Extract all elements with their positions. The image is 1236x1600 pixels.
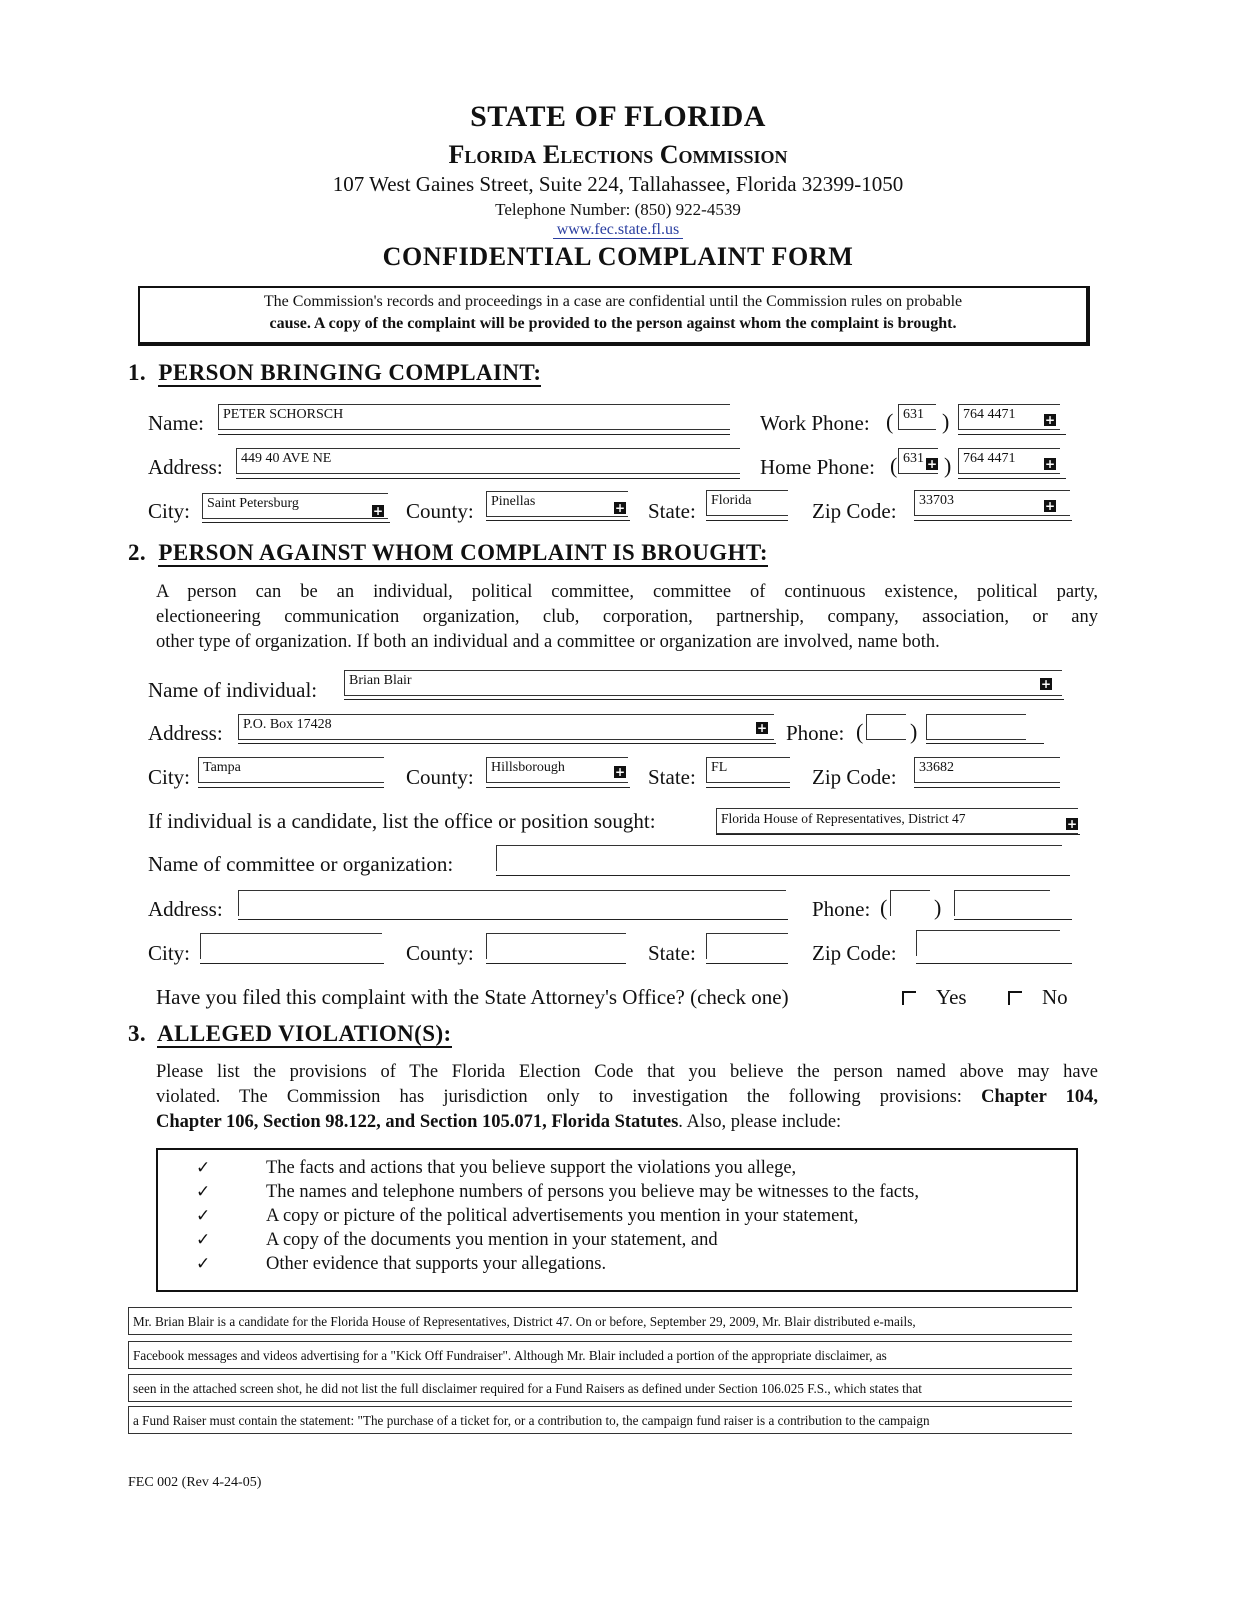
yes-label: Yes xyxy=(936,985,967,1009)
home-phone-close-paren: ) xyxy=(944,453,952,478)
checkmark-icon: ✓ xyxy=(196,1254,211,1274)
checkmark-icon: ✓ xyxy=(196,1182,211,1202)
respondent-city-field[interactable]: Tampa xyxy=(198,757,384,783)
commission-heading: Florida Elections Commission xyxy=(448,140,788,169)
work-phone-underline xyxy=(958,434,1066,435)
respondent-address-label: Address: xyxy=(148,721,223,745)
plus-icon[interactable]: + xyxy=(1040,677,1052,691)
committee-state-field[interactable] xyxy=(706,933,788,959)
confidentiality-notice xyxy=(138,286,1090,346)
complainant-state-field[interactable]: Florida xyxy=(706,490,788,516)
commission-address: 107 West Gaines Street, Suite 224, Tallahassee, Florida 32399-1050 xyxy=(332,172,904,196)
committee-state-label: State: xyxy=(648,941,696,965)
section-2-desc-line-3: other type of organization. If both an individual and a committee or organization are involved, name both. xyxy=(156,632,940,652)
committee-county-underline xyxy=(486,963,626,964)
complainant-city-label: City: xyxy=(148,499,191,523)
section-3-intro-line-3: Chapter 106, Section 98.122, and Section 105.071, Florida Statutes. Also, please include: xyxy=(156,1112,842,1132)
work-phone-label: Work Phone: xyxy=(760,411,870,435)
respondent-name-label: Name of individual: xyxy=(148,678,318,702)
respondent-state-underline xyxy=(706,787,790,788)
respondent-county-underline xyxy=(486,787,630,788)
home-phone-number-field[interactable]: 764 4471 xyxy=(958,448,1060,474)
notice-line-2: cause. A copy of the complaint will be provided to the person against whom the complaint is brought. xyxy=(269,315,957,332)
office-sought-label: If individual is a candidate, list the office or position sought: xyxy=(148,809,656,833)
commission-telephone: Telephone Number: (850) 922-4539 xyxy=(495,200,741,219)
section-2-heading: 2. PERSON AGAINST WHOM COMPLAINT IS BROUGHT: xyxy=(128,540,768,565)
committee-address-field[interactable] xyxy=(238,890,786,916)
no-checkbox[interactable] xyxy=(1008,991,1022,1005)
plus-icon[interactable]: + xyxy=(372,504,384,518)
committee-city-label: City: xyxy=(148,941,191,965)
no-label: No xyxy=(1042,985,1068,1009)
complainant-county-field[interactable]: Pinellas xyxy=(486,491,628,517)
checkmark-icon: ✓ xyxy=(196,1230,211,1250)
complainant-state-underline xyxy=(706,520,788,521)
checkmark-icon: ✓ xyxy=(196,1158,211,1178)
state-attorney-question: Have you filed this complaint with the State Attorney's Office? (check one) xyxy=(156,985,789,1009)
commission-website[interactable] xyxy=(0,221,1236,239)
section-1-heading: 1. PERSON BRINGING COMPLAINT: xyxy=(128,360,542,385)
include-checklist xyxy=(156,1148,1078,1292)
committee-zip-underline xyxy=(916,963,1072,964)
list-item: ✓ A copy or picture of the political advertisements you mention in your statement, xyxy=(196,1206,859,1226)
section-3-heading: 3. ALLEGED VIOLATION(S): xyxy=(128,1021,452,1046)
respondent-phone-open-paren: ( xyxy=(856,719,864,744)
committee-zip-field[interactable] xyxy=(916,930,1060,956)
statement-line-3[interactable]: seen in the attached screen shot, he did not list the full disclaimer required for a Fund Raisers as defined under Section 106.025 F.S., which states that xyxy=(128,1374,1072,1402)
committee-name-field[interactable] xyxy=(496,845,1062,871)
plus-icon[interactable]: + xyxy=(1044,413,1056,427)
complainant-county-underline xyxy=(486,520,630,521)
section-2-desc-line-2: electioneering communication organization, club, corporation, partnership, company, association, or any xyxy=(156,607,1098,627)
committee-address-underline xyxy=(238,919,788,920)
office-sought-field[interactable]: Florida House of Representatives, District 47 xyxy=(716,808,1078,834)
complainant-zip-underline xyxy=(914,520,1072,521)
work-phone-area-field[interactable]: 631 xyxy=(898,404,936,430)
committee-state-underline xyxy=(706,963,788,964)
respondent-city-underline xyxy=(198,787,384,788)
office-sought-underline xyxy=(716,834,1080,835)
plus-icon[interactable]: + xyxy=(756,721,768,735)
home-phone-underline xyxy=(958,478,1066,479)
committee-city-field[interactable] xyxy=(200,933,382,959)
complainant-county-label: County: xyxy=(406,499,474,523)
respondent-zip-label: Zip Code: xyxy=(812,765,897,789)
complainant-zip-field[interactable]: 33703 xyxy=(914,490,1070,516)
home-phone-open-paren: ( xyxy=(890,453,898,478)
complainant-name-label: Name: xyxy=(148,411,204,435)
section-2-desc-line-1: A person can be an individual, political committee, committee of continuous existence, political party, xyxy=(156,582,1098,602)
statement-line-1[interactable]: Mr. Brian Blair is a candidate for the Florida House of Representatives, District 47. On or before, September 29, 2009, Mr. Blair distributed e-mails, xyxy=(128,1307,1072,1335)
respondent-phone-label: Phone: xyxy=(786,721,845,745)
committee-address-label: Address: xyxy=(148,897,223,921)
work-phone-open-paren: ( xyxy=(886,409,894,434)
respondent-zip-underline xyxy=(914,787,1060,788)
yes-checkbox[interactable] xyxy=(902,991,916,1005)
plus-icon[interactable]: + xyxy=(614,501,626,515)
website-link[interactable]: www.fec.state.fl.us xyxy=(553,221,683,239)
respondent-county-label: County: xyxy=(406,765,474,789)
plus-icon[interactable]: + xyxy=(1044,457,1056,471)
committee-phone-area-field[interactable] xyxy=(890,890,930,916)
home-phone-label: Home Phone: xyxy=(760,455,875,479)
section-3-intro-line-2: violated. The Commission has jurisdiction only to investigation the following provisions: Chapter 104, xyxy=(156,1087,1099,1107)
committee-name-underline xyxy=(496,875,1070,876)
statement-line-2[interactable]: Facebook messages and videos advertising for a "Kick Off Fundraiser". Although Mr. Blair included a portion of the appropriate disclaimer, as xyxy=(128,1341,1072,1369)
respondent-address-underline xyxy=(238,743,776,744)
committee-phone-close-paren: ) xyxy=(934,895,942,920)
home-phone-area-field[interactable]: 631 xyxy=(898,448,938,474)
work-phone-close-paren: ) xyxy=(942,409,950,434)
statement-line-4[interactable]: a Fund Raiser must contain the statement: "The purchase of a ticket for, or a contribution to, the campaign fund raiser is a contribution to the campaign xyxy=(128,1406,1072,1434)
respondent-name-underline xyxy=(344,699,1064,700)
committee-name-label: Name of committee or organization: xyxy=(148,852,454,876)
respondent-phone-close-paren: ) xyxy=(910,719,918,744)
committee-county-label: County: xyxy=(406,941,474,965)
complainant-state-label: State: xyxy=(648,499,696,523)
respondent-phone-area-field[interactable] xyxy=(866,714,906,740)
complainant-address-underline xyxy=(236,478,740,479)
committee-phone-underline xyxy=(954,919,1072,920)
list-item: ✓ The facts and actions that you believe support the violations you allege, xyxy=(196,1158,797,1178)
state-heading: STATE OF FLORIDA xyxy=(470,100,766,133)
list-item: ✓ Other evidence that supports your allegations. xyxy=(196,1254,607,1274)
complainant-zip-label: Zip Code: xyxy=(812,499,897,523)
respondent-zip-field[interactable]: 33682 xyxy=(914,757,1060,783)
notice-line-1: The Commission's records and proceedings in a case are confidential until the Commission rules on probable xyxy=(263,293,963,310)
complainant-address-label: Address: xyxy=(148,455,223,479)
committee-phone-label: Phone: xyxy=(812,897,871,921)
respondent-phone-number-field[interactable] xyxy=(926,714,1026,740)
plus-icon[interactable]: + xyxy=(614,765,626,779)
complainant-city-field[interactable]: Saint Petersburg xyxy=(202,493,388,519)
work-phone-number-field[interactable]: 764 4471 xyxy=(958,404,1060,430)
list-item: ✓ The names and telephone numbers of persons you believe may be witnesses to the facts, xyxy=(196,1182,919,1202)
committee-zip-label: Zip Code: xyxy=(812,941,897,965)
committee-phone-open-paren: ( xyxy=(880,895,888,920)
respondent-phone-underline xyxy=(926,743,1044,744)
list-item: ✓ A copy of the documents you mention in your statement, and xyxy=(196,1230,718,1250)
committee-city-underline xyxy=(200,963,384,964)
respondent-state-label: State: xyxy=(648,765,696,789)
respondent-state-field[interactable]: FL xyxy=(706,757,790,783)
form-id-footer: FEC 002 (Rev 4-24-05) xyxy=(128,1475,262,1490)
respondent-county-field[interactable]: Hillsborough xyxy=(486,757,628,783)
respondent-address-field[interactable]: P.O. Box 17428 xyxy=(238,714,774,740)
plus-icon[interactable]: + xyxy=(1044,499,1056,513)
plus-icon[interactable]: + xyxy=(1066,817,1078,831)
checkmark-icon: ✓ xyxy=(196,1206,211,1226)
committee-county-field[interactable] xyxy=(486,933,626,959)
section-3-intro-line-1: Please list the provisions of The Florida Election Code that you believe the person named above may have xyxy=(156,1062,1098,1082)
respondent-name-field[interactable]: Brian Blair xyxy=(344,670,1062,696)
form-title: CONFIDENTIAL COMPLAINT FORM xyxy=(382,242,854,271)
complainant-city-underline xyxy=(202,522,390,523)
plus-icon[interactable]: + xyxy=(926,457,938,471)
complainant-address-field[interactable]: 449 40 AVE NE xyxy=(236,448,740,474)
committee-phone-number-field[interactable] xyxy=(954,890,1050,916)
complainant-name-underline xyxy=(218,434,730,435)
complainant-name-field[interactable]: PETER SCHORSCH xyxy=(218,404,730,430)
respondent-city-label: City: xyxy=(148,765,191,789)
